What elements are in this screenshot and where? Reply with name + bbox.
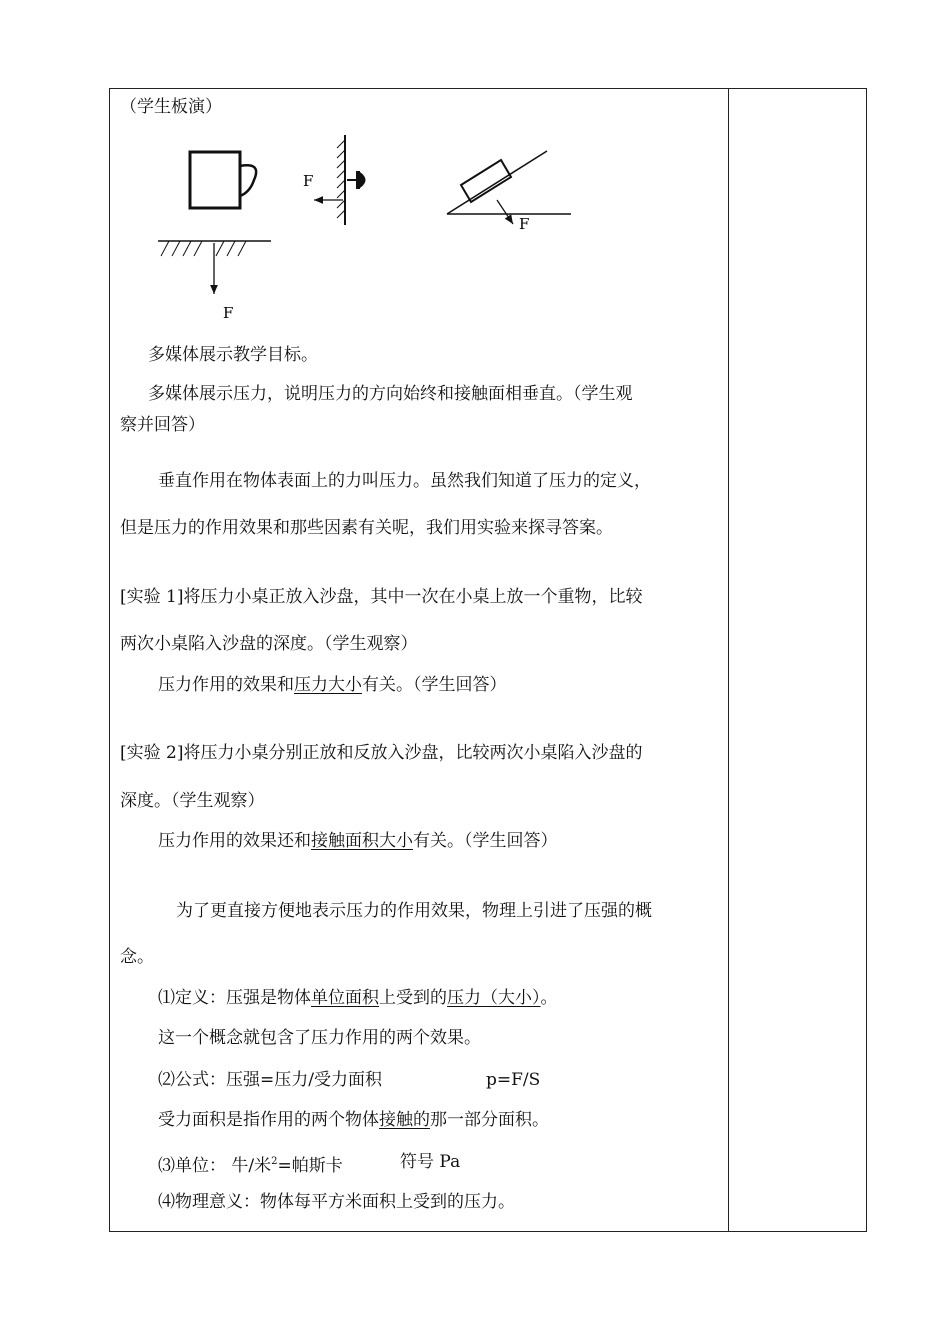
- unit-symbol: 符号 Pa: [400, 1152, 461, 1172]
- text-segment: =帕斯卡: [277, 1156, 343, 1176]
- text-segment: 有关。（学生回答）: [362, 675, 507, 695]
- underlined-term: 接触面积大小: [311, 831, 413, 851]
- paragraph-line: 多媒体展示压力，说明压力的方向始终和接触面相垂直。（学生观: [148, 384, 633, 404]
- formula-line: ⑵公式：压强=压力/受力面积: [158, 1070, 382, 1090]
- text-segment: ⑶单位： 牛/米: [158, 1156, 272, 1176]
- paragraph-line: [实验 1]将压力小桌正放入沙盘，其中一次在小桌上放一个重物，比较: [120, 587, 643, 607]
- text-segment: 。: [540, 988, 558, 1008]
- text-segment: 受力面积是指作用的两个物体: [158, 1110, 379, 1130]
- paragraph-line: 察并回答）: [120, 415, 205, 435]
- incline-force-label: F: [519, 215, 530, 233]
- paragraph-line: 两次小桌陷入沙盘的深度。（学生观察）: [120, 634, 418, 654]
- paragraph-line: 为了更直接方便地表示压力的作用效果，物理上引进了压强的概: [176, 901, 652, 921]
- floor-force-label: F: [223, 304, 234, 322]
- paragraph-line: [158, 674, 507, 696]
- underlined-term: 单位面积: [311, 988, 379, 1008]
- paragraph-line: 深度。（学生观察）: [120, 791, 265, 811]
- paragraph-line: [158, 1109, 549, 1131]
- paragraph-line: [158, 830, 558, 852]
- header-note: （学生板演）: [120, 97, 222, 117]
- wall-force-label: F: [303, 172, 314, 190]
- paragraph-line: ⑷物理意义：物体每平方米面积上受到的压力。: [158, 1192, 515, 1212]
- definition-line: [158, 987, 558, 1009]
- floor-diagram: [158, 241, 271, 294]
- underlined-term: 接触的: [379, 1110, 430, 1130]
- paragraph-line: 这一个概念就包含了压力作用的两个效果。: [158, 1028, 481, 1048]
- formula: p=F/S: [486, 1070, 541, 1090]
- force-diagrams: [0, 0, 950, 340]
- text-segment: 那一部分面积。: [430, 1110, 549, 1130]
- paragraph-line: [实验 2]将压力小桌分别正放和反放入沙盘，比较两次小桌陷入沙盘的: [120, 743, 643, 763]
- underlined-term: 压力（大小）: [447, 988, 541, 1008]
- paragraph-line: 念。: [120, 947, 154, 967]
- underlined-term: 压力大小: [294, 675, 362, 695]
- paragraph-line: 但是压力的作用效果和那些因素有关呢，我们用实验来探寻答案。: [120, 518, 613, 538]
- wall-diagram: [314, 135, 366, 225]
- text-segment: 有关。（学生回答）: [413, 831, 558, 851]
- cup-diagram: [190, 152, 256, 208]
- unit-line: [158, 1151, 343, 1177]
- incline-diagram: [447, 151, 571, 224]
- superscript: 2: [271, 1156, 278, 1167]
- text-segment: 压力作用的效果还和: [158, 831, 311, 851]
- text-segment: ⑴定义：压强是物体: [158, 988, 311, 1008]
- text-segment: 上受到的: [379, 988, 447, 1008]
- paragraph-line: 垂直作用在物体表面上的力叫压力。虽然我们知道了压力的定义，: [158, 471, 651, 491]
- text-segment: 压力作用的效果和: [158, 675, 294, 695]
- paragraph-line: 多媒体展示教学目标。: [148, 345, 318, 365]
